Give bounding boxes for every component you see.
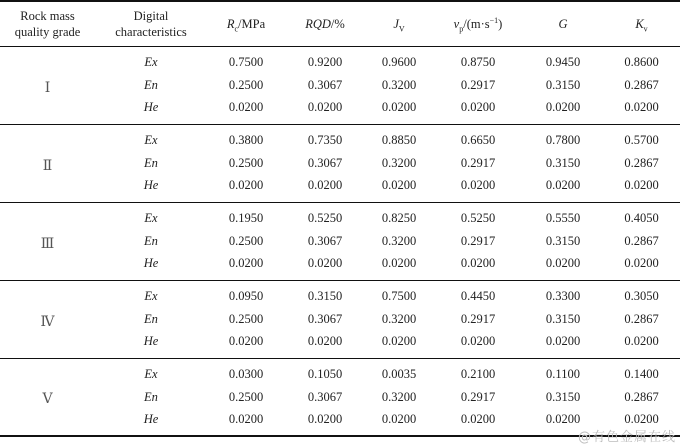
rqd-cell: 0.0200 [307,178,343,193]
characteristic-cell: Ex [144,210,158,225]
characteristic-cell: Ex [144,288,158,303]
col-header-vp: $v_p/(m\cdot s^{-1})$ [453,15,503,34]
jv-cell: 0.0200 [381,256,417,271]
g-cell: 0.3150 [545,233,581,248]
col-header-rqd: RQD/% [305,16,345,31]
vp-cell: 0.6650 [460,132,496,147]
rc-cell: 0.2500 [228,155,264,170]
rc-cell: 0.0300 [228,366,264,381]
characteristic-cell: He [143,178,159,193]
kv-cell: 0.0200 [624,412,659,426]
kv-cell: 0.5700 [624,132,659,147]
characteristic-cell: Ex [144,366,158,381]
rqd-cell: 0.9200 [307,54,343,69]
characteristic-cell: En [144,311,158,326]
rc-cell: 0.0200 [228,178,264,193]
g-cell: 0.0200 [545,178,581,193]
kv-cell: 0.4050 [624,210,659,225]
rqd-cell: 0.0200 [307,100,343,115]
g-cell: 0.9450 [545,54,581,69]
kv-cell: 0.2867 [624,155,659,170]
characteristic-cell: Ex [144,132,158,147]
table-row [0,228,680,254]
characteristic-cell: He [143,256,159,271]
vp-cell: 0.2917 [460,311,496,326]
rqd-cell: 0.3067 [307,155,343,170]
jv-cell: 0.3200 [381,77,417,92]
watermark: @有色金属在线 [577,430,676,445]
vp-cell: 0.2100 [460,366,496,381]
col-header-digital: Digital characteristics [115,8,187,39]
vp-cell: 0.5250 [460,210,496,225]
g-cell: 0.3300 [545,288,581,303]
kv-cell: 0.3050 [624,288,659,303]
jv-cell: 0.0200 [381,100,417,115]
grade-label: Ⅰ [44,80,51,96]
rqd-cell: 0.0200 [307,256,343,271]
rqd-cell: 0.3067 [307,77,343,92]
grade-label: Ⅳ [40,314,55,330]
grade-group-2 [0,124,680,202]
table-row [0,124,680,150]
kv-cell: 0.0200 [624,100,659,115]
kv-cell: 0.0200 [624,178,659,193]
jv-cell: 0.0035 [381,366,417,381]
rqd-cell: 0.1050 [307,366,343,381]
grade-label: Ⅴ [42,392,53,408]
table-row [0,98,680,124]
table-row [0,254,680,280]
table-row [0,176,680,202]
vp-cell: 0.2917 [460,389,496,404]
g-cell: 0.0200 [545,100,581,115]
rc-cell: 0.0200 [228,100,264,115]
table-row [0,332,680,358]
col-header-grade: Rock mass quality grade [14,8,81,39]
grade-group-1 [0,46,680,124]
col-header-rc: $R_c$/MPa [226,16,266,34]
rc-cell: 0.2500 [228,233,264,248]
col-header-g: G [558,16,568,31]
g-cell: 0.3150 [545,155,581,170]
vp-cell: 0.8750 [460,54,496,69]
jv-cell: 0.3200 [381,155,417,170]
col-header-kv: $K_v$ [635,16,648,34]
grade-label: Ⅲ [40,236,55,252]
jv-cell: 0.0200 [381,412,417,426]
kv-cell: 0.2867 [624,311,659,326]
kv-cell: 0.0200 [624,334,659,349]
rc-cell: 0.2500 [228,311,264,326]
kv-cell: 0.2867 [624,389,659,404]
grade-group-4 [0,280,680,358]
vp-cell: 0.0200 [460,178,496,193]
kv-cell: 0.8600 [624,54,659,69]
vp-cell: 0.4450 [460,288,496,303]
characteristic-cell: En [144,389,158,404]
grade-label: Ⅱ [42,158,53,174]
g-cell: 0.0200 [545,334,581,349]
g-cell: 0.3150 [545,311,581,326]
kv-cell: 0.1400 [624,366,659,381]
table-row [0,72,680,98]
characteristic-cell: He [143,412,159,426]
grade-group-3 [0,202,680,280]
jv-cell: 0.0200 [381,334,417,349]
g-cell: 0.1100 [546,366,580,381]
jv-cell: 0.9600 [381,54,417,69]
vp-cell: 0.0200 [460,334,496,349]
characteristic-cell: Ex [144,54,158,69]
rqd-cell: 0.0200 [307,334,343,349]
characteristic-cell: En [144,233,158,248]
vp-cell: 0.2917 [460,77,496,92]
vp-cell: 0.0200 [460,412,496,426]
jv-cell: 0.8850 [381,132,417,147]
characteristic-cell: He [143,100,159,115]
jv-cell: 0.3200 [381,389,417,404]
rc-cell: 0.2500 [228,389,264,404]
jv-cell: 0.3200 [381,233,417,248]
g-cell: 0.0200 [545,412,581,426]
rc-cell: 0.0200 [228,412,264,426]
table-row [0,358,680,384]
g-cell: 0.5550 [545,210,581,225]
table-row [0,202,680,228]
characteristic-cell: En [144,155,158,170]
jv-cell: 0.7500 [381,288,417,303]
table-row [0,46,680,72]
rqd-cell: 0.3067 [307,311,343,326]
rc-cell: 0.2500 [228,77,264,92]
rqd-cell: 0.3067 [307,233,343,248]
vp-cell: 0.2917 [460,233,496,248]
rc-cell: 0.1950 [228,210,264,225]
rqd-cell: 0.3150 [307,288,343,303]
table-row [0,306,680,332]
g-cell: 0.3150 [545,389,581,404]
vp-cell: 0.0200 [460,100,496,115]
jv-cell: 0.8250 [381,210,417,225]
kv-cell: 0.2867 [624,77,659,92]
rqd-cell: 0.7350 [307,132,343,147]
rqd-cell: 0.3067 [307,389,343,404]
table-row [0,280,680,306]
rc-cell: 0.7500 [228,54,264,69]
characteristic-cell: En [144,77,158,92]
vp-cell: 0.0200 [460,256,496,271]
rc-cell: 0.3800 [228,132,264,147]
table-row [0,150,680,176]
kv-cell: 0.2867 [624,233,659,248]
vp-cell: 0.2917 [460,155,496,170]
col-header-jv: $J_V$ [393,16,405,34]
characteristic-cell: He [143,334,159,349]
rqd-cell: 0.0200 [307,412,343,426]
header-row [0,1,680,46]
table-row [0,384,680,410]
g-cell: 0.3150 [545,77,581,92]
jv-cell: 0.3200 [381,311,417,326]
rc-cell: 0.0950 [228,288,264,303]
g-cell: 0.0200 [545,256,581,271]
rqd-cell: 0.5250 [307,210,343,225]
g-cell: 0.7800 [545,132,581,147]
kv-cell: 0.0200 [624,256,659,271]
grade-group-5 [0,358,680,436]
jv-cell: 0.0200 [381,178,417,193]
rc-cell: 0.0200 [228,256,264,271]
rc-cell: 0.0200 [228,334,264,349]
